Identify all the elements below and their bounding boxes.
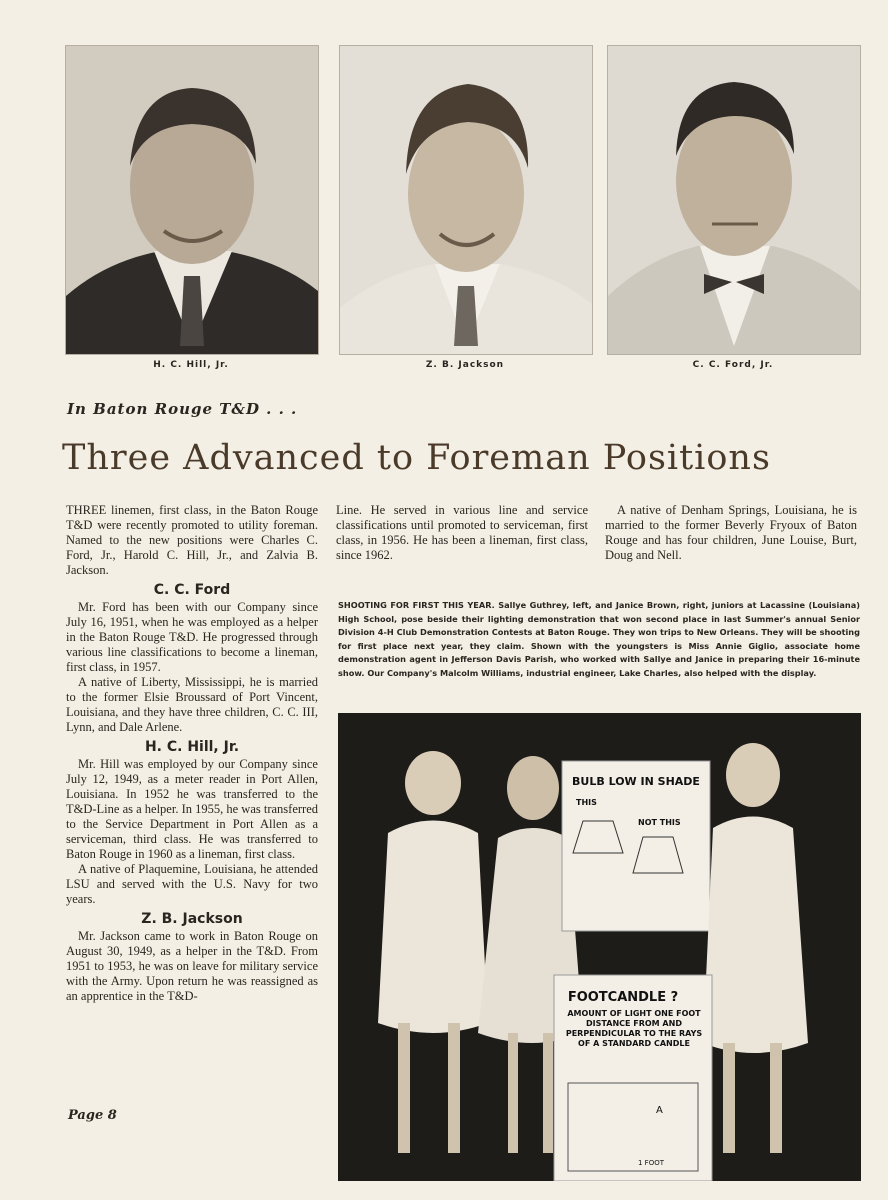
portrait-ford-image bbox=[608, 46, 860, 354]
poster-footcandle-text-box bbox=[560, 1009, 708, 1079]
jackson-paragraph-1: Mr. Jackson came to work in Baton Rouge on August 30, 1949, as a helper in the T&D. From 1951 to 1953, he was on leave for military service with the Army. Upon return he was reassigned as an apprentice in the T&D- bbox=[66, 929, 318, 1003]
poster-label-foot: 1 FOOT bbox=[638, 1159, 665, 1167]
page-number: Page 8 bbox=[68, 1108, 117, 1123]
article-headline: Three Advanced to Foreman Positions bbox=[62, 438, 771, 478]
poster-footcandle-text: AMOUNT OF LIGHT ONE FOOT DISTANCE FROM AND PERPENDICULAR TO THE RAYS OF A STANDARD CANDLE bbox=[565, 1009, 703, 1048]
intro-paragraph: THREE linemen, first class, in the Baton Rouge T&D were recently promoted to utility foreman. Named to the new positions were Charles C. Ford, Jr., Harold C. Hill, Jr., and Zalvia B. Jackson. bbox=[66, 503, 318, 577]
article-column-1 bbox=[66, 503, 318, 1004]
article-column-2 bbox=[336, 503, 588, 563]
portrait-hill-image bbox=[66, 46, 318, 354]
portrait-jackson-photo bbox=[339, 45, 593, 355]
portrait-hill-photo bbox=[65, 45, 319, 355]
poster-footcandle-title: FOOTCANDLE ? bbox=[567, 990, 679, 1005]
ford-paragraph-2: A native of Liberty, Mississippi, he is married to the former Elsie Broussard of Port Vincent, Louisiana, and they have three children, C. C. III, Lynn, and Dale Arlene. bbox=[66, 675, 318, 734]
poster-bulb-title: BULB LOW IN SHADE bbox=[572, 775, 700, 788]
poster-label-a: A bbox=[656, 1105, 663, 1116]
ford-heading: C. C. Ford bbox=[153, 582, 231, 598]
photo-caption: SHOOTING FOR FIRST THIS YEAR. Sallye Guthrey, left, and Janice Brown, right, juniors at Lacassine (Louisiana) High School, pose beside their lighting demonstration that won second place in last Summer's annual Senior Division 4-H Club Demonstration Contests at Baton Rouge. They won trips to New Orleans. They will be shooting for first place next year, they claim. Shown with the youngsters is Miss Annie Giglio, associate home demonstration agent in Jefferson Davis Parish, who worked with Sallye and Janice in preparing their 16-minute show. Our Company's Malcolm Williams, industrial engineer, Lake Charles, also helped with the display. bbox=[338, 600, 860, 678]
portrait-caption-hill: H. C. Hill, Jr. bbox=[153, 360, 229, 370]
demonstration-photo bbox=[338, 713, 861, 1181]
hill-paragraph-1: Mr. Hill was employed by our Company since July 12, 1949, as a meter reader in Port Allen, Louisiana. In 1952 he was transferred to the T&D-Line as a helper. In 1955, he was transferred to the Service Department in Port Allen as a serviceman, third class. He was transferred to Baton Rouge in 1960 as a lineman, first class. bbox=[66, 757, 318, 861]
portrait-caption-jackson: Z. B. Jackson bbox=[425, 360, 505, 370]
poster-not-this-label: NOT THIS bbox=[638, 818, 681, 827]
jackson-continued: Line. He served in various line and service classifications until promoted to serviceman, first class, in 1956. He has been a lineman, first class, since 1962. bbox=[336, 503, 588, 562]
portrait-ford-photo bbox=[607, 45, 861, 355]
hill-heading: H. C. Hill, Jr. bbox=[144, 739, 240, 755]
jackson-paragraph-2: A native of Denham Springs, Louisiana, he is married to the former Beverly Fryoux of Baton Rouge and has four children, June Louise, Burt, Doug and Nell. bbox=[605, 503, 857, 562]
hill-paragraph-2: A native of Plaquemine, Louisiana, he attended LSU and served with the U.S. Navy for two years. bbox=[66, 862, 318, 906]
jackson-heading: Z. B. Jackson bbox=[141, 911, 243, 927]
portrait-caption-ford: C. C. Ford, Jr. bbox=[692, 360, 774, 370]
article-column-3 bbox=[605, 503, 857, 563]
poster-this-label: THIS bbox=[576, 798, 597, 807]
article-kicker: In Baton Rouge T&D . . . bbox=[67, 400, 298, 418]
ford-paragraph-1: Mr. Ford has been with our Company since July 16, 1951, when he was employed as a helper in the Baton Rouge T&D. He progressed through various line classifications to become a lineman, first class, in 1957. bbox=[66, 600, 318, 674]
demonstration-image bbox=[338, 713, 861, 1181]
portrait-jackson-image bbox=[340, 46, 592, 354]
